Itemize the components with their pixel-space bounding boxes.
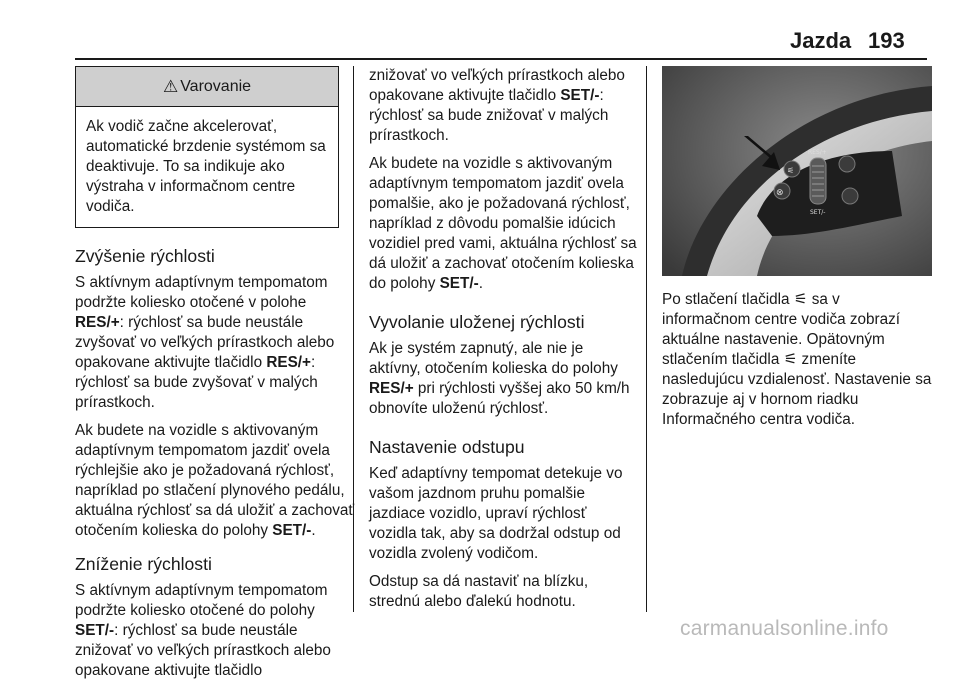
warning-triangle-icon: ⚠ bbox=[162, 76, 179, 96]
paragraph: Keď adaptívny tempomat detekuje vo vašom jazdnom pruhu pomalšie jazdiace vozidlo, upraví rýchlosť vozidla tak, aby sa dodržal odstup od vozidla zvolený vodičom. bbox=[369, 465, 623, 562]
wheel-label-set: SET/- bbox=[810, 209, 826, 216]
paragraph: S aktívnym adaptívnym tempomatom podržte koliesko otočené do polohy SET/-: rýchlosť sa bude neustále znižovať vo veľkých prírastkoch alebo opakovane aktivujte tlačidlo bbox=[75, 582, 331, 679]
page-header bbox=[0, 0, 960, 62]
column-divider bbox=[646, 66, 647, 612]
warning-text: Ak vodič začne akcelerovať, automatické brzdenie systémom sa deaktivuje. To sa indikuje ako výstraha v informačnom centre vodiča. bbox=[86, 118, 326, 215]
watermark: carmanualsonline.info bbox=[680, 617, 889, 640]
paragraph: Odstup sa dá nastaviť na blízku, strednú alebo ďalekú hodnotu. bbox=[369, 573, 589, 610]
wheel-label-res: RES/+ bbox=[808, 149, 827, 156]
paragraph: Ak budete na vozidle s aktivovaným adaptívnym tempomatom jazdiť ovela pomalšie, ako je požadovaná rýchlosť, napríklad z dôvodu pomalšie idúcich vozidiel pred vami, aktuálna rýchlosť sa dá uložiť a zachovať otočením kolieska do polohy SET/-. bbox=[369, 155, 637, 292]
paragraph: znižovať vo veľkých prírastkoch alebo opakovane aktivujte tlačidlo SET/-: rýchlosť sa bude znižovať v malých prírastkoch. bbox=[369, 67, 625, 144]
paragraph: S aktívnym adaptívnym tempomatom podržte koliesko otočené v polohe RES/+: rýchlosť sa bude neustále zvyšovať vo veľkých prírastkoch alebo opakovane aktivujte tlačidlo RES/+: rýchlosť sa bude zvyšovať v malých prírastkoch. bbox=[75, 274, 335, 411]
svg-text:⚟: ⚟ bbox=[787, 166, 795, 175]
gap-distance-icon: ⚟ bbox=[793, 291, 808, 308]
warning-header bbox=[76, 67, 338, 107]
paragraph: Po stlačení tlačidla ⚟ sa v informačnom centre vodiča zobrazí aktuálne nastavenie. Opätovným stlačením tlačidla ⚟ zmeníte nasledujúcu vzdialenosť. Nastavenie sa zobrazuje aj v hornom riadku Informačného centra vodiča. bbox=[662, 291, 932, 428]
section-title: Jazda bbox=[790, 28, 852, 53]
paragraph: Ak je systém zapnutý, ale nie je aktívny, otočením kolieska do polohy RES/+ pri rýchlosti vyššej ako 50 km/h obnovíte uloženú rýchlosť. bbox=[369, 340, 630, 417]
steering-wheel-photo bbox=[662, 66, 932, 276]
heading-gap: Nastavenie odstupu bbox=[369, 437, 525, 457]
heading-increase: Zvýšenie rýchlosti bbox=[75, 246, 215, 266]
column-left bbox=[75, 66, 355, 689]
column-middle bbox=[369, 66, 637, 620]
gap-distance-icon: ⚟ bbox=[783, 351, 798, 368]
svg-text:⊗: ⊗ bbox=[776, 188, 784, 198]
warning-title: Varovanie bbox=[180, 77, 252, 95]
heading-decrease: Zníženie rýchlosti bbox=[75, 554, 212, 574]
paragraph: Ak budete na vozidle s aktivovaným adaptívnym tempomatom jazdiť ovela rýchlejšie ako je požadovaná rýchlosť, napríklad po stlačení plynového pedálu, aktuálna rýchlosť sa dá uložiť a zachovať otočením kolieska do polohy SET/-. bbox=[75, 422, 355, 539]
steering-wheel-illustration bbox=[662, 66, 932, 276]
column-right bbox=[662, 290, 932, 438]
header-rule bbox=[75, 58, 927, 60]
page-number: 193 bbox=[868, 28, 905, 53]
warning-box bbox=[75, 66, 339, 228]
heading-recall: Vyvolanie uloženej rýchlosti bbox=[369, 312, 585, 332]
